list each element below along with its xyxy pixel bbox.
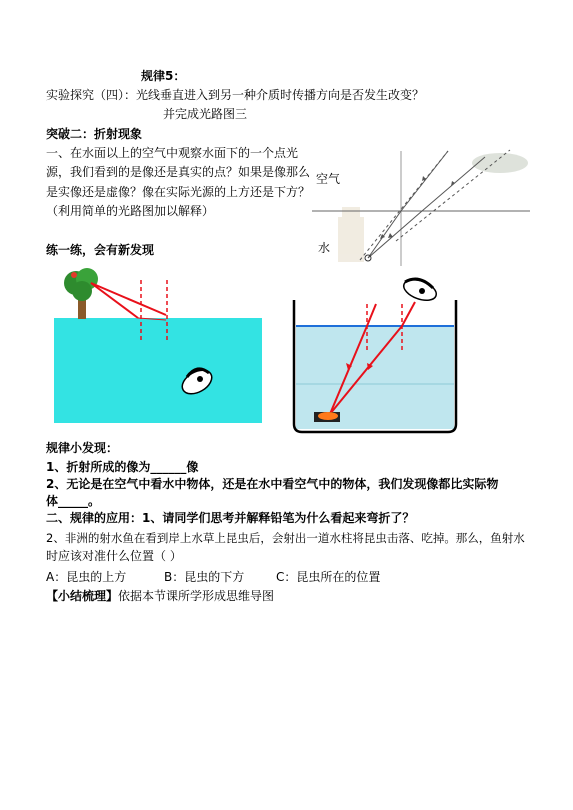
air-label: 空气 xyxy=(316,172,341,186)
breakthrough2-heading: 突破二：折射现象 xyxy=(46,127,143,141)
ray-line xyxy=(402,302,415,326)
finding1: 1、折射所成的像为______像 xyxy=(46,460,199,474)
option-b: B：昆虫的下方 xyxy=(164,570,245,584)
refraction-ray-diagram xyxy=(310,145,532,270)
rule5-title: 规律5： xyxy=(141,69,186,83)
finding2-line1: 2、无论是在空气中看水中物体，还是在水中看空气中的物体，我们发现像都比实际物 xyxy=(46,477,499,491)
summary-text: 依据本节课所学形成思维导图 xyxy=(118,589,275,603)
object-icon xyxy=(314,412,340,422)
application-heading: 二、规律的应用：1、请同学们思考并解释铅笔为什么看起来弯折了？ xyxy=(46,511,415,525)
summary-line xyxy=(46,588,274,604)
question1-line4: （利用简单的光路图加以解释） xyxy=(46,204,215,218)
question1-line1: 一、在水面以上的空气中观察水面下的一个点光 xyxy=(46,146,299,160)
ray-line xyxy=(367,304,376,326)
finding2-line2: 体_____。 xyxy=(46,494,101,508)
tank-and-eye-figure xyxy=(290,272,460,437)
experiment4-task: 并完成光路图三 xyxy=(163,107,248,121)
incident-ray-2 xyxy=(368,211,422,258)
eye-icon xyxy=(401,276,439,305)
option-c: C：昆虫所在的位置 xyxy=(276,570,381,584)
practice-heading: 练一练，会有新发现 xyxy=(46,243,155,257)
water-label: 水 xyxy=(318,241,331,255)
tree-icon xyxy=(64,268,98,319)
question2-line2: 时应该对准什么位置（ ） xyxy=(46,549,182,563)
tree-and-diver-figure xyxy=(54,265,264,425)
water-region xyxy=(54,318,262,423)
question1-line2: 源，我们看到的是像还是真实的点？如果是像那么 xyxy=(46,165,311,179)
experiment4-question: 实验探究（四）：光线垂直进入到另一种介质时传播方向是否发生改变？ xyxy=(46,88,425,102)
findings-heading: 规律小发现： xyxy=(46,441,119,455)
question1-line3: 是实像还是虚像？像在实际光源的上方还是下方？ xyxy=(46,185,311,199)
option-a: A：昆虫的上方 xyxy=(46,570,127,584)
incident-ray-1 xyxy=(368,211,401,258)
summary-label: 【小结梳理】 xyxy=(46,589,119,603)
question2-line1: 2、非洲的射水鱼在看到岸上水草上昆虫后，会射出一道水柱将昆虫击落、吃掉。那么，鱼射水 xyxy=(46,531,525,545)
